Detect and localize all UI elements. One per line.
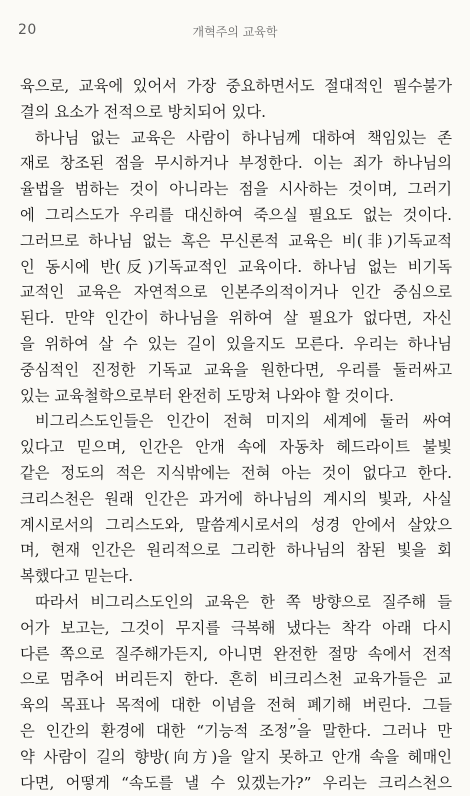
text-line: 된다. 만약 인간이 하나님을 위하여 살 필요가 없다면, 자신 bbox=[20, 309, 452, 328]
text-line: 복했다고 믿는다. bbox=[20, 567, 134, 586]
text-line: 있는 교육철학으로부터 완전히 도망쳐 나와야 할 것이다. bbox=[20, 386, 394, 405]
text-line: 인 동시에 반(反)기독교적인 교육이다. 하나님 없는 비기독 bbox=[20, 257, 452, 276]
page-number: 20 bbox=[18, 22, 37, 38]
text-line: 육의 목표나 목적에 대한 이념을 전혀 폐기해 버린다. 그들 bbox=[20, 696, 452, 715]
text-line: 계시로서의 그리스도와, 말씀계시로서의 성경 안에서 살았으 bbox=[20, 515, 452, 534]
text-line: 율법을 범하는 것이 아니라는 점을 시사하는 것이며, 그러기 bbox=[20, 180, 452, 199]
text-line: 은 인간의 환경에 대한 “기능적 조정”을 말한다. 그러나 만 bbox=[20, 721, 452, 740]
text-line: 으로 멈추어 버리든지 한다. 흔히 비크리스천 교육가들은 교 bbox=[20, 670, 452, 689]
body-text bbox=[20, 74, 452, 796]
text-line: 약 사람이 길의 향방(向方)을 알지 못하고 안개 속을 헤매인 bbox=[20, 747, 452, 766]
text-line: 하나님 없는 교육은 사람이 하나님께 대하여 책임있는 존 bbox=[35, 128, 452, 147]
text-line: 어가 보고는, 그것이 무지를 극복해 냈다는 착각 아래 다시 bbox=[20, 618, 452, 637]
text-line: 에 그리스도가 우리를 대신하여 죽으실 필요도 없는 것이다. bbox=[20, 205, 452, 224]
text-line: 다면, 어떻게 “속도를 낼 수 있겠는가?” 우리는 크리스천으 bbox=[20, 773, 452, 792]
text-line: 중심적인 진정한 기독교 교육을 원한다면, 우리를 둘러싸고 bbox=[20, 360, 452, 379]
text-line: 며, 현재 인간은 원리적으로 그리한 하나님의 참된 빛을 회 bbox=[20, 541, 452, 560]
text-line: 다른 쪽으로 질주해가든지, 아니면 완전한 절망 속에서 전적 bbox=[20, 644, 452, 663]
text-line: 비그리스도인들은 인간이 전혀 미지의 세계에 둘러 싸여 bbox=[35, 412, 452, 431]
text-line: 크리스천은 원래 인간은 과거에 하나님의 계시의 빛과, 사실 bbox=[20, 489, 452, 508]
text-line: 같은 정도의 적은 지식밖에는 전혀 아는 것이 없다고 한다. bbox=[20, 463, 452, 482]
page-bottom-mark bbox=[298, 718, 301, 720]
text-line: 육으로, 교육에 있어서 가장 중요하면서도 절대적인 필수불가 bbox=[20, 77, 452, 95]
text-line: 그러므로 하나님 없는 혹은 무신론적 교육은 비(非)기독교적 bbox=[20, 231, 452, 250]
text-line: 교적인 교육은 자연적으로 인본주의적이거나 인간 중심으로 bbox=[20, 283, 452, 302]
text-line: 을 위하여 살 수 있는 길이 있을지도 모른다. 우리는 하나님 bbox=[20, 334, 452, 353]
page-header bbox=[0, 22, 470, 42]
text-line: 재로 창조된 점을 무시하거나 부정한다. 이는 죄가 하나님의 bbox=[20, 154, 452, 173]
text-line: 따라서 비그리스도인의 교육은 한 쪽 방향으로 질주해 들 bbox=[35, 592, 452, 611]
running-title: 개혁주의 교육학 bbox=[192, 25, 278, 39]
text-line: 있다고 믿으며, 인간은 안개 속에 자동차 헤드라이트 불빛 bbox=[20, 438, 452, 457]
text-line: 결의 요소가 전적으로 방치되어 있다. bbox=[20, 102, 266, 121]
